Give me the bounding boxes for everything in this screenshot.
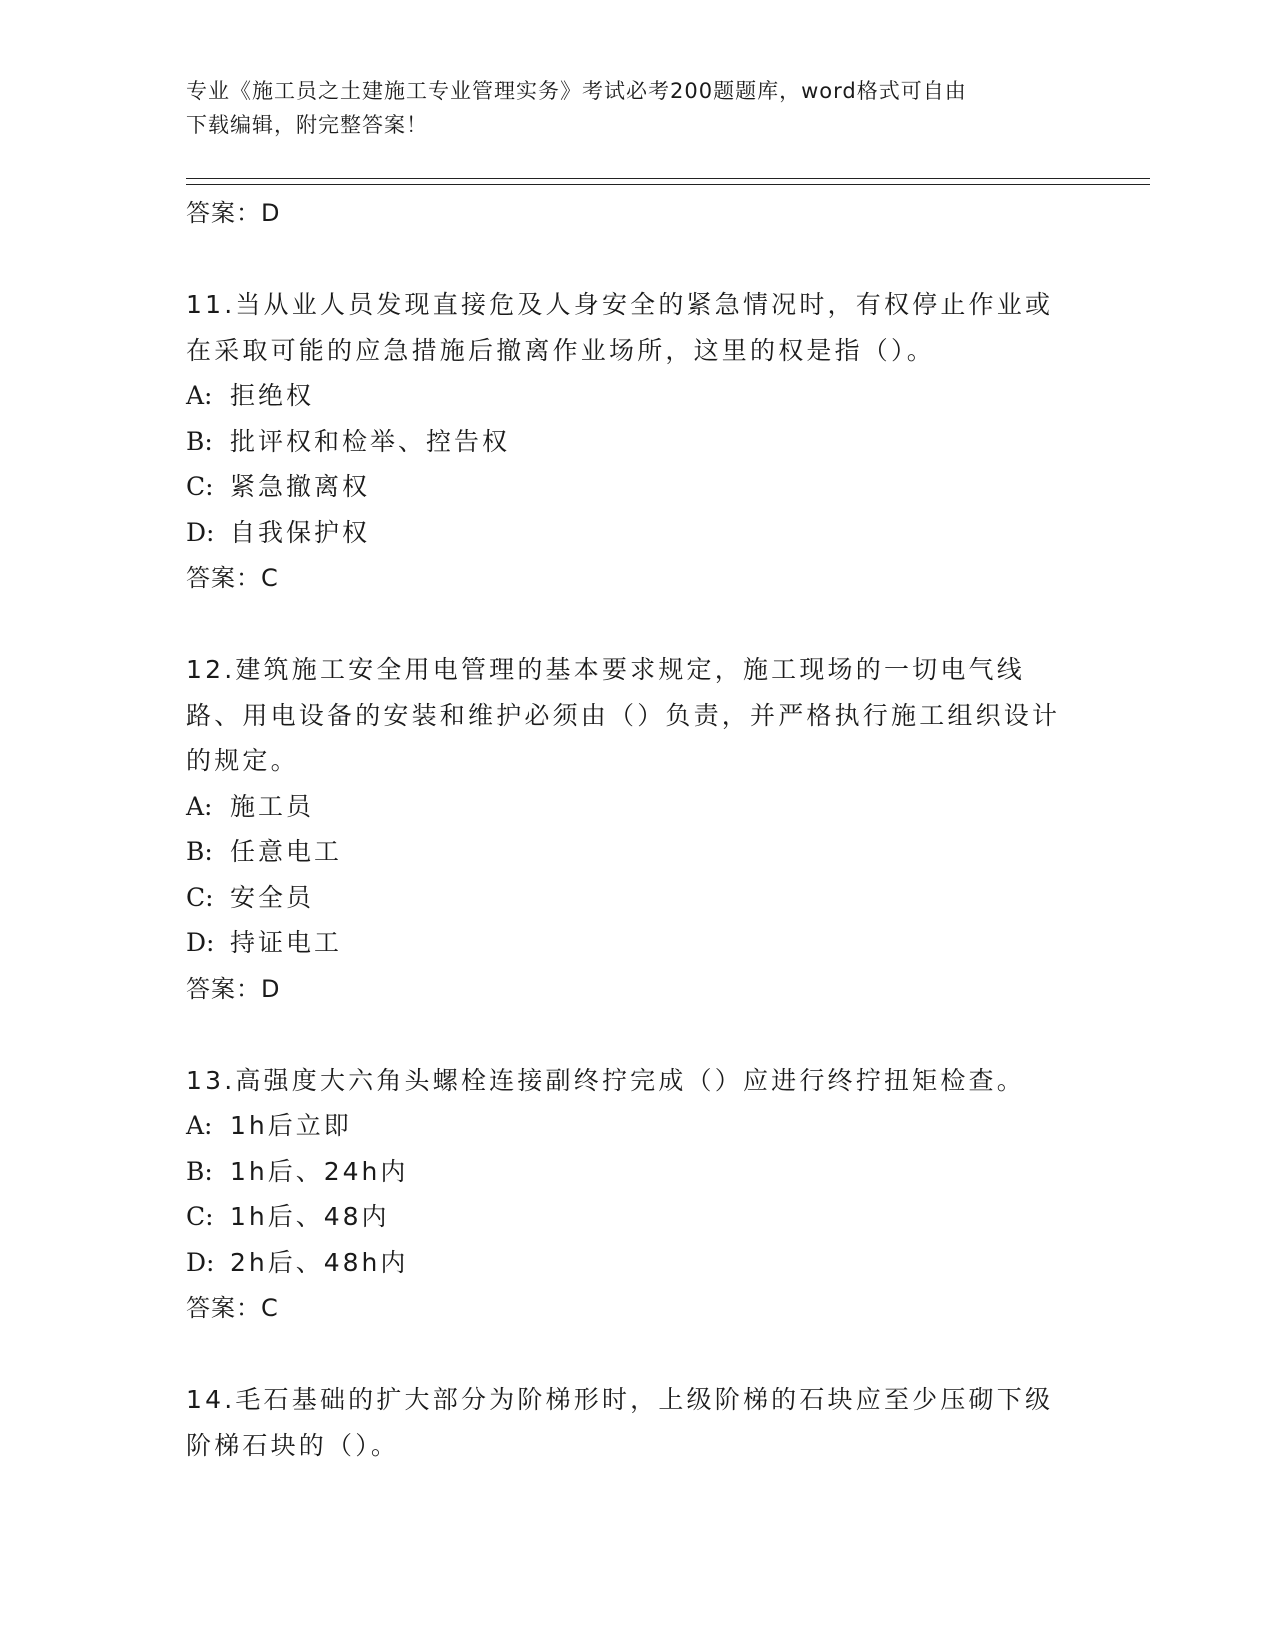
question-text: 14.毛石基础的扩大部分为阶梯形时，上级阶梯的石块应至少压砌下级阶梯石块的（）。 (186, 1385, 1054, 1460)
option-text: 安全员 (230, 882, 315, 912)
option-key: C: (186, 882, 214, 912)
question-item (186, 1377, 1076, 1468)
option-b (186, 829, 1076, 875)
option-key: C: (186, 1202, 214, 1231)
option-c (186, 1194, 1076, 1240)
option-c (186, 875, 1076, 921)
header-divider-bottom (186, 184, 1150, 185)
question-item (186, 1058, 1076, 1332)
option-text: 任意电工 (230, 837, 343, 866)
option-text: 1h后立即 (230, 1111, 352, 1140)
option-text: 自我保护权 (230, 517, 371, 547)
option-a (186, 1103, 1076, 1149)
option-key: B: (186, 837, 213, 866)
option-d (186, 510, 1076, 556)
option-text: 1h后、48内 (230, 1202, 390, 1231)
option-text: 施工员 (230, 791, 315, 821)
question-list (186, 188, 1076, 1468)
header-line-1: 专业《施工员之土建施工专业管理实务》考试必考200题题库，word格式可自由 (186, 79, 967, 103)
option-text: 批评权和检举、控告权 (230, 426, 511, 456)
option-key: A: (186, 381, 213, 410)
option-a (186, 373, 1076, 419)
option-d (186, 1240, 1076, 1286)
answer-line: 答案：C (186, 1294, 279, 1322)
option-c (186, 464, 1076, 510)
option-key: D: (186, 1247, 215, 1277)
question-item (186, 282, 1076, 601)
question-text: 13.高强度大六角头螺栓连接副终拧完成（）应进行终拧扭矩检查。 (186, 1065, 1025, 1095)
answer-line: 答案：C (186, 564, 279, 592)
option-text: 持证电工 (230, 928, 343, 957)
question-item (186, 647, 1076, 1012)
option-key: C: (186, 472, 214, 501)
option-a (186, 784, 1076, 830)
option-text: 拒绝权 (230, 381, 315, 410)
document-header (186, 74, 1066, 142)
option-b (186, 1149, 1076, 1195)
option-key: A: (186, 791, 213, 821)
option-key: D: (186, 517, 215, 547)
header-divider-top (186, 178, 1150, 179)
answer-line: 答案：D (186, 199, 281, 227)
option-text: 紧急撤离权 (230, 472, 371, 501)
question-text: 11.当从业人员发现直接危及人身安全的紧急情况时，有权停止作业或在采取可能的应急措施后撤离作业场所，这里的权是指（）。 (186, 290, 1054, 365)
option-key: A: (186, 1111, 213, 1140)
question-text: 12.建筑施工安全用电管理的基本要求规定，施工现场的一切电气线路、用电设备的安装和维护必须由（）负责，并严格执行施工组织设计的规定。 (186, 655, 1061, 775)
option-key: B: (186, 1156, 213, 1186)
header-line-2: 下载编辑，附完整答案！ (186, 113, 428, 137)
option-key: B: (186, 426, 213, 456)
answer-line: 答案：D (186, 974, 281, 1003)
option-text: 2h后、48h内 (230, 1247, 409, 1277)
option-key: D: (186, 928, 215, 957)
option-b (186, 419, 1076, 465)
option-d (186, 920, 1076, 966)
option-text: 1h后、24h内 (230, 1156, 409, 1186)
